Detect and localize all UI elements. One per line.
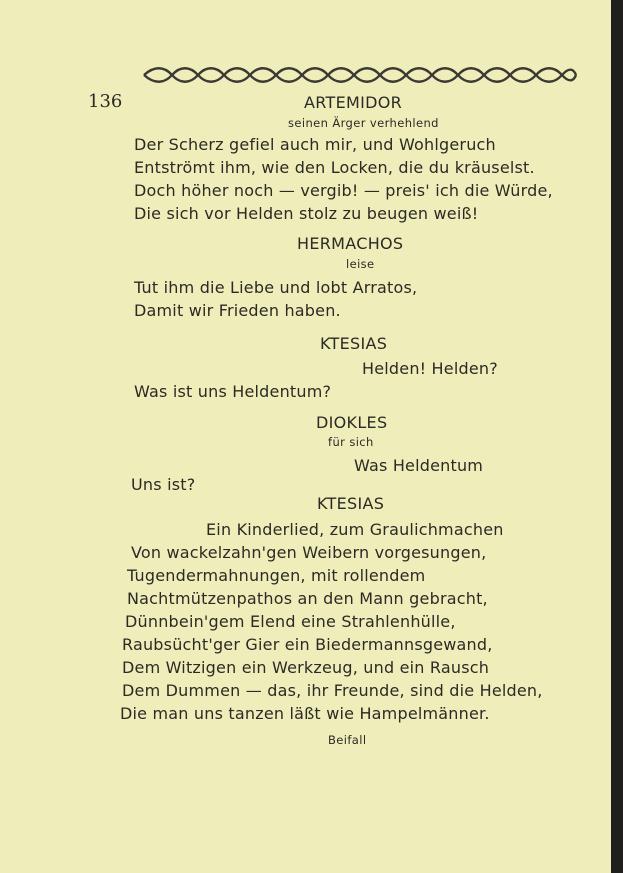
verse-line: Die man uns tanzen läßt wie Hampelmänner. xyxy=(120,704,490,723)
stage-direction: für sich xyxy=(328,435,374,449)
stage-direction: leise xyxy=(346,257,375,271)
verse-line: Die sich vor Helden stolz zu beugen weiß! xyxy=(134,204,479,223)
speaker-name: KTESIAS xyxy=(320,334,388,353)
stage-direction: seinen Ärger verhehlend xyxy=(288,116,439,130)
verse-line: Doch höher noch — vergib! — preis' ich die Würde, xyxy=(134,181,553,200)
verse-line: Entströmt ihm, wie den Locken, die du kräuselst. xyxy=(134,158,535,177)
verse-line: Uns ist? xyxy=(131,475,196,494)
verse-line: Was Heldentum xyxy=(354,456,484,475)
verse-line: Nachtmützenpathos an den Mann gebracht, xyxy=(127,589,488,608)
verse-line: Von wackelzahn'gen Weibern vorgesungen, xyxy=(131,543,487,562)
verse-line: Helden! Helden? xyxy=(362,359,498,378)
verse-line: Ein Kinderlied, zum Graulichmachen xyxy=(206,520,504,539)
verse-line: Dem Dummen — das, ihr Freunde, sind die Helden, xyxy=(122,681,543,700)
speaker-name: ARTEMIDOR xyxy=(304,93,403,112)
stage-direction: Beifall xyxy=(328,733,367,747)
page-edge xyxy=(611,0,623,873)
verse-line: Dünnbein'gem Elend eine Strahlenhülle, xyxy=(125,612,456,631)
verse-line: Der Scherz gefiel auch mir, und Wohlgeruch xyxy=(134,135,496,154)
ornamental-border xyxy=(142,64,578,86)
verse-line: Dem Witzigen ein Werkzeug, und ein Rausch xyxy=(122,658,490,677)
speaker-name: DIOKLES xyxy=(316,413,388,432)
verse-line: Tugendermahnungen, mit rollendem xyxy=(127,566,426,585)
speaker-name: HERMACHOS xyxy=(297,234,404,253)
verse-line: Raubsücht'ger Gier ein Biedermannsgewand, xyxy=(122,635,493,654)
verse-line: Damit wir Frieden haben. xyxy=(134,301,341,320)
page-number: 136 xyxy=(88,91,123,112)
verse-line: Was ist uns Heldentum? xyxy=(134,382,332,401)
speaker-name: KTESIAS xyxy=(317,494,385,513)
verse-line: Tut ihm die Liebe und lobt Arratos, xyxy=(134,278,418,297)
